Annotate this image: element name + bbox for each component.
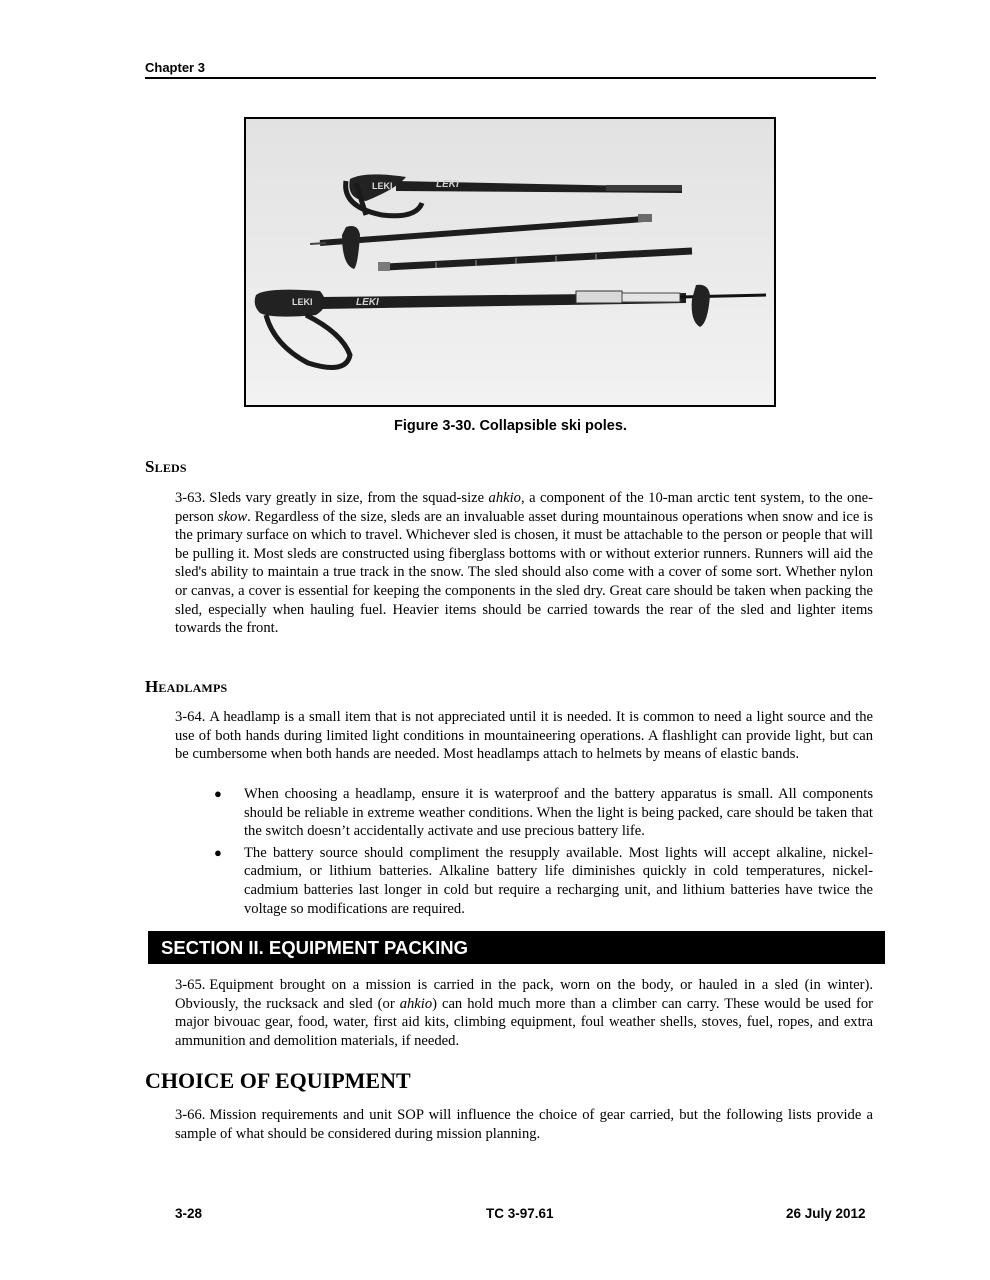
figure-caption: Figure 3-30. Collapsible ski poles. [394,418,627,434]
ski-poles-photo [244,117,776,407]
footer-page-number: 3-28 [175,1206,203,1221]
heading-headlamps: Headlamps [145,677,228,696]
chapter-label: Chapter 3 [145,60,205,75]
svg-text:LEKI: LEKI [436,179,459,190]
svg-text:LEKI: LEKI [356,297,379,308]
footer-document-id: TC 3-97.61 [486,1206,554,1221]
paragraph-3-64 [175,708,873,764]
term-ahkio: ahkio [488,490,521,506]
running-header [145,60,876,79]
bullet-icon: ● [214,786,222,801]
paragraph-text: , a component of the 10-man arctic tent system, to the one-person [175,490,873,525]
list-item [205,844,873,918]
pole-brand-top: LEKI [372,181,393,191]
list-item-text: When choosing a headlamp, ensure it is waterproof and the battery apparatus is small. All components should be reliable in extreme weather conditions. When the light is being packed, care should be taken that the switch doesn’t accidentally activate and use precious battery life. [244,786,873,840]
paragraph-3-65 [175,976,873,1050]
term-skow: skow [217,508,248,525]
term-ahkio: ahkio [399,995,433,1012]
paragraph-3-66 [175,1106,873,1143]
svg-text:LEKI: LEKI [292,297,313,307]
paragraph-number: 3-65. [175,977,206,993]
headlamp-bullet-list [205,785,873,921]
footer-date: 26 July 2012 [786,1206,866,1221]
paragraph-text: Mission requirements and unit SOP will influence the choice of gear carried, but the following lists provide a sample of what should be considered during mission planning. [175,1107,873,1142]
ski-poles-illustration [246,119,774,405]
list-item [205,785,873,841]
paragraph-text: . Regardless of the size, sleds are an invaluable asset during mountainous operations when snow and ice is the primary surface on which to travel. Whichever sled is chosen, it must be attachable to the person or people that will be pulling it. Most sleds are constructed using fiberglass bottoms with or without exterior runners. Runners will aid the sled's ability to maintain a true track in the snow. The sled should also come with a cover of some sort. Whether nylon or canvas, a cover is essential for keeping the components in the sled dry. Great care should be taken when packing the sled, especially when hauling fuel. Heavier items should be carried towards the rear of the sled and lighter items towards the front. [175,508,874,637]
paragraph-3-63 [175,489,873,638]
paragraph-text: Equipment brought on a mission is carried in the pack, worn on the body, or hauled in a sled (in winter). Obviously, the rucksack and sled (or [175,977,873,1012]
paragraph-number: 3-66. [175,1107,206,1123]
paragraph-text: Sleds vary greatly in size, from the squad-size [209,490,489,506]
paragraph-text: ) can hold much more than a climber can carry. These would be used for major bivouac gear, food, water, first aid kits, climbing equipment, foul weather shells, stoves, fuel, ropes, and extra ammunition and demolition materials, if needed. [175,995,874,1049]
paragraph-text: A headlamp is a small item that is not appreciated until it is needed. It is common to need a light source and the use of both hands during limited light conditions in mountaineering operations. A flashlight can provide light, but can be cumbersome when both hands are needed. Most headlamps attach to helmets by means of elastic bands. [175,709,873,763]
section-title: SECTION II. EQUIPMENT PACKING [161,937,468,958]
heading-choice-of-equipment: CHOICE OF EQUIPMENT [145,1068,411,1093]
paragraph-number: 3-63. [175,490,206,506]
list-item-text: The battery source should compliment the resupply available. Most lights will accept alkaline, nickel-cadmium, or lithium batteries. Alkaline battery life diminishes quickly in cold temperatures, nickel-cadmium batteries last longer in cold but require a recharging unit, and lithium batteries have twice the voltage so modifications are required. [244,844,873,917]
paragraph-number: 3-64. [175,709,206,725]
heading-sleds: Sleds [145,457,187,476]
bullet-icon: ● [214,844,222,860]
section-title-bar [148,931,885,964]
